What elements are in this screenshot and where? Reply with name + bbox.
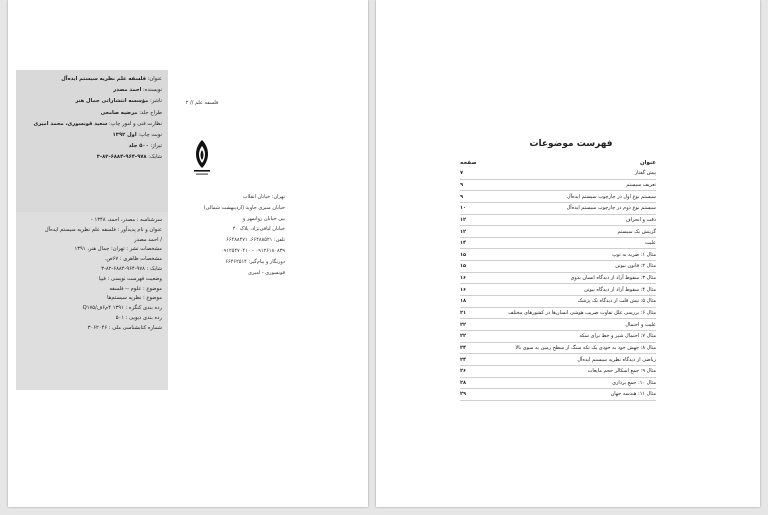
- copyright-line: [20, 119, 162, 130]
- right-page: [376, 0, 760, 507]
- toc-header: [460, 158, 656, 168]
- toc-row: [460, 215, 656, 227]
- copyright-value: مؤسسه انتشاراتی جمال هنر: [75, 98, 149, 105]
- address-block: [180, 192, 285, 278]
- toc-row: [460, 249, 656, 261]
- toc-item-title: سیستم نوع اول در چارچوب سیستم ایده‌آل: [566, 193, 656, 200]
- toc-item-title: علیت و احتمال: [625, 321, 656, 328]
- toc-item-page: ۷: [460, 170, 464, 177]
- toc-row: [460, 366, 656, 378]
- copyright-line: [20, 108, 162, 119]
- copyright-box: [16, 70, 168, 212]
- toc-item-title: ریاضی از دیدگاه نظریه سیستم ایده‌آل: [577, 356, 656, 363]
- toc-row: [460, 273, 656, 285]
- toc-row: [460, 284, 656, 296]
- copyright-label: طراح جلد:: [139, 109, 162, 116]
- toc-item-title: سیستم نوع دوم در چارچوب سیستم ایده‌آل: [566, 205, 656, 212]
- copyright-line: [20, 85, 162, 96]
- toc-row: [460, 389, 656, 401]
- publisher-mark: فلسفه علم // ۲: [185, 100, 219, 106]
- toc-row: [460, 319, 656, 331]
- cip-line: موضوع : علوم -- فلسفه: [109, 285, 162, 292]
- cip-line: رده بندی کنگره : ۱۳۹۱ ۴م۶ف/Q۱۷۵: [82, 305, 162, 312]
- toc-item-title: مثال ۶: بررسی علل تفاوت ضریب هوشی انسان‌ها در کشورهای مختلف: [508, 310, 656, 316]
- toc-item-page: ۹: [460, 181, 464, 188]
- cip-line: عنوان و نام پدیدآور : فلسفه علم نظریه سیستم ایده‌آل: [44, 226, 162, 233]
- toc-row: [460, 354, 656, 366]
- cip-line: مشخصات ظاهری : ۶۷ص.: [104, 256, 162, 263]
- toc-item-title: مثال ۴: سقوط آزاد از دیدگاه نیوتن: [584, 286, 656, 293]
- copyright-value: اول ۱۳۹۲: [112, 131, 137, 138]
- copyright-value: ۵۰۰ جلد: [128, 143, 149, 150]
- address-line: تلفن: ۶۶۴۸۸۵۲۱، ۶۶۴۸۸۴۷۱: [226, 237, 285, 244]
- copyright-label: ناشر:: [150, 98, 162, 105]
- toc-title: فهرست موضوعات: [529, 139, 613, 149]
- publisher-logo-icon: [182, 138, 222, 180]
- toc-row: [460, 180, 656, 192]
- toc-item-title: مثال ۱۰: جمع برداری: [612, 379, 656, 386]
- copyright-value: ۹۷۸-۹۶۴-۶۸۸۴-۸۲-۳: [96, 154, 147, 161]
- toc-item-title: مثال ۱۱: هندسه جهان: [610, 391, 656, 398]
- toc-item-page: ۱۲: [460, 216, 467, 223]
- toc-item-page: ۱۶: [460, 275, 467, 282]
- copyright-value: فلسفه علم نظریه سیستم ایده‌آل: [61, 76, 146, 82]
- cip-line: شماره کتابشناسی ملی : ۳۰۶۲۰۴۶: [87, 324, 162, 331]
- copyright-label: عنوان:: [147, 76, 162, 82]
- toc-item-page: ۱۴: [460, 240, 467, 247]
- address-line: بین خیابان روانمهر و: [242, 215, 285, 222]
- toc-row: [460, 168, 656, 180]
- address-line: ۰۹۱۲۶۱۸۰۸۳۹ - ۰۹۱۲۵۴۷۰۴۱۰: [220, 247, 285, 254]
- toc-row: [460, 226, 656, 238]
- toc-row: [460, 331, 656, 343]
- cip-line: شابک : ۹۷۸-۹۶۴-۶۸۸۴-۸۲-۳: [101, 265, 162, 272]
- copyright-label: نظارت فنی و امور چاپ:: [109, 120, 162, 127]
- toc-item-title: مثال ۸: جهش خود به خودی یک تکه سنگ از سطح زمین به سوی بالا: [515, 344, 656, 351]
- toc-header-page: صفحه: [460, 160, 477, 166]
- copyright-value: احمد مصدر: [113, 87, 142, 94]
- copyright-value: مرضیه صامعی: [100, 109, 138, 116]
- table-of-contents: [460, 158, 656, 401]
- toc-item-title: مثال ۳: سقوط آزاد از دیدگاه انسان بدوی: [570, 275, 656, 282]
- address-line: خیابان منیری جاوید (اردیبهشت شمالی): [203, 204, 285, 211]
- toc-item-page: ۲۶: [460, 368, 467, 375]
- copyright-line: [20, 96, 162, 107]
- address-line: قونسوری - امیری: [248, 269, 285, 276]
- toc-rows: [460, 168, 656, 401]
- address-line: دورنگار و پیام‌گیر: ۶۶۴۶۲۵۱۴: [225, 258, 285, 265]
- cip-line: وضعیت فهرست نویسی : فیپا: [98, 275, 162, 282]
- cip-line: سرشناسه : مصدر، احمد، ۱۳۴۸ -: [90, 217, 162, 223]
- toc-item-page: ۱۵: [460, 251, 467, 258]
- toc-item-page: ۲۴: [460, 344, 467, 351]
- toc-row: [460, 238, 656, 250]
- toc-item-page: ۲۴: [460, 356, 467, 363]
- cip-line: / احمد مصدر: [134, 236, 162, 243]
- toc-item-title: مثال ۹: جمع اسکالر حجم مایعات: [587, 368, 656, 375]
- toc-item-page: ۱۶: [460, 286, 467, 293]
- cip-box: [16, 212, 168, 390]
- toc-item-page: ۱۵: [460, 263, 467, 270]
- toc-row: [460, 343, 656, 355]
- toc-item-page: ۲۱: [460, 310, 467, 316]
- toc-item-title: گزینش یک سیستم: [617, 228, 656, 235]
- toc-row: [460, 203, 656, 215]
- toc-item-page: ۹: [460, 193, 464, 200]
- toc-item-title: پیش گفتار: [634, 170, 656, 177]
- cip-line: مشخصات نشر : تهران: جمال هنر، ۱۳۹۱: [74, 246, 162, 253]
- toc-row: [460, 191, 656, 203]
- toc-item-page: ۲۲: [460, 333, 467, 340]
- toc-item-title: دقت و انحراف: [625, 216, 656, 223]
- toc-row: [460, 296, 656, 308]
- toc-item-page: ۱۰: [460, 205, 467, 212]
- toc-header-title: عنوان: [639, 160, 656, 166]
- toc-row: [460, 308, 656, 320]
- copyright-line: [20, 141, 162, 152]
- copyright-value: سعید قونسوری، محمد امیری: [33, 120, 108, 127]
- left-page: [8, 0, 368, 507]
- toc-item-title: تعریف سیستم: [626, 181, 656, 188]
- copyright-line: [20, 74, 162, 85]
- cip-line: رده بندی دیویی : ۵۰۱: [115, 314, 162, 321]
- toc-row: [460, 261, 656, 273]
- toc-item-title: علیت: [644, 240, 656, 247]
- toc-item-title: مثال ۲: قانون نیوتن: [615, 263, 656, 270]
- copyright-label: نوبت چاپ:: [138, 131, 162, 138]
- toc-item-page: ۱۲: [460, 228, 467, 235]
- copyright-line: [20, 130, 162, 141]
- toc-item-page: ۲۹: [460, 391, 467, 398]
- copyright-label: شابک:: [148, 154, 162, 161]
- toc-item-title: مثال ۵: تپش قلب از دیدگاه یک پزشک: [577, 298, 656, 305]
- address-line: تهران: خیابان انقلاب: [242, 194, 285, 200]
- toc-item-page: ۲۸: [460, 379, 467, 386]
- copyright-label: تیراژ:: [150, 143, 162, 150]
- toc-item-title: مثال ۷: احتمال شیر و خط برای سکه: [579, 333, 656, 340]
- toc-row: [460, 378, 656, 390]
- copyright-label: نویسنده:: [143, 87, 162, 94]
- address-line: خیابان لبافی‌نژاد، پلاک ۴۰: [232, 226, 285, 233]
- copyright-line: [20, 152, 162, 163]
- toc-item-page: ۲۲: [460, 321, 467, 328]
- cip-line: موضوع : نظریه سیستم‌ها: [107, 295, 162, 302]
- toc-item-page: ۱۸: [460, 298, 467, 305]
- toc-item-title: مثال ۱: ضربه به توپ: [612, 251, 656, 258]
